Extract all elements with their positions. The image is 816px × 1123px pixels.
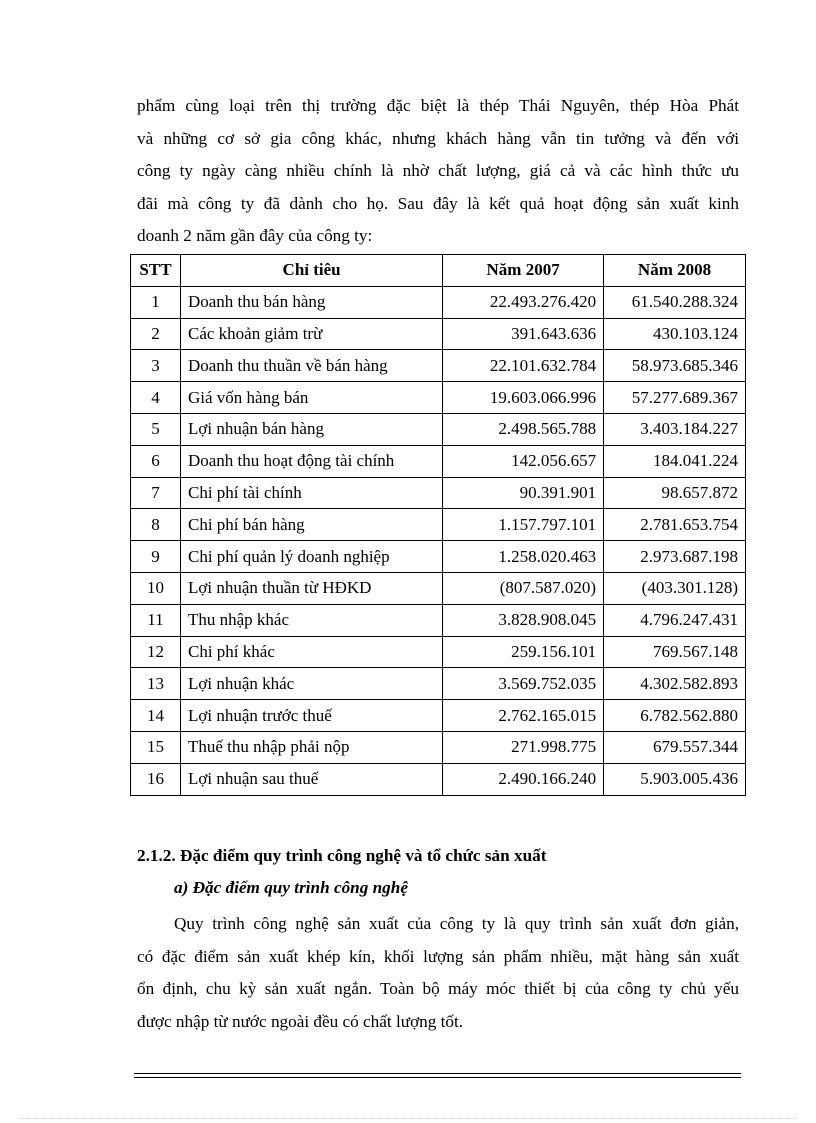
header-year-2007: Năm 2007 <box>443 255 604 287</box>
row-value-2008: (403.301.128) <box>604 572 746 604</box>
intro-line: công ty ngày càng nhiều chính là nhờ chất lượng, giá cả và các hình thức ưu <box>137 161 739 181</box>
row-value-2007: 259.156.101 <box>443 636 604 668</box>
row-value-2007: 90.391.901 <box>443 477 604 509</box>
row-value-2007: 1.157.797.101 <box>443 509 604 541</box>
row-indicator: Chi phí bán hàng <box>180 509 442 541</box>
row-stt: 14 <box>131 700 181 732</box>
row-indicator: Lợi nhuận sau thuế <box>180 763 442 795</box>
row-value-2008: 3.403.184.227 <box>604 413 746 445</box>
header-year-2008: Năm 2008 <box>604 255 746 287</box>
table-row <box>131 604 746 636</box>
row-indicator: Chi phí khác <box>180 636 442 668</box>
row-value-2008: 2.973.687.198 <box>604 541 746 573</box>
table-row <box>131 700 746 732</box>
row-indicator: Doanh thu thuần về bán hàng <box>180 350 442 382</box>
row-stt: 1 <box>131 286 181 318</box>
row-value-2007: 2.762.165.015 <box>443 700 604 732</box>
row-stt: 5 <box>131 413 181 445</box>
row-value-2008: 4.796.247.431 <box>604 604 746 636</box>
body-line: có đặc điểm sản xuất khép kín, khối lượng sản phẩm nhiều, mặt hàng sản xuất <box>137 946 739 966</box>
row-value-2008: 58.973.685.346 <box>604 350 746 382</box>
row-stt: 6 <box>131 445 181 477</box>
intro-paragraph <box>137 90 739 253</box>
row-value-2007: 3.828.908.045 <box>443 604 604 636</box>
row-value-2008: 4.302.582.893 <box>604 668 746 700</box>
business-results-table <box>130 254 746 796</box>
footer-double-rule <box>134 1073 741 1078</box>
row-value-2008: 57.277.689.367 <box>604 382 746 414</box>
table-row <box>131 731 746 763</box>
subsection-title: a) Đặc điểm quy trình công nghệ <box>174 878 408 897</box>
row-value-2008: 430.103.124 <box>604 318 746 350</box>
row-value-2008: 184.041.224 <box>604 445 746 477</box>
row-stt: 13 <box>131 668 181 700</box>
row-value-2008: 98.657.872 <box>604 477 746 509</box>
row-value-2007: 3.569.752.035 <box>443 668 604 700</box>
row-indicator: Giá vốn hàng bán <box>180 382 442 414</box>
row-stt: 4 <box>131 382 181 414</box>
body-line: được nhập từ nước ngoài đều có chất lượng tốt. <box>137 1011 464 1031</box>
row-value-2007: 391.643.636 <box>443 318 604 350</box>
row-stt: 16 <box>131 763 181 795</box>
row-value-2007: 1.258.020.463 <box>443 541 604 573</box>
row-value-2007: 142.056.657 <box>443 445 604 477</box>
header-stt: STT <box>131 255 181 287</box>
page-edge-divider <box>20 1118 796 1119</box>
table-row <box>131 445 746 477</box>
row-value-2008: 6.782.562.880 <box>604 700 746 732</box>
table-row <box>131 350 746 382</box>
table-row <box>131 413 746 445</box>
row-indicator: Doanh thu hoạt động tài chính <box>180 445 442 477</box>
row-indicator: Lợi nhuận khác <box>180 668 442 700</box>
table-header-row <box>131 255 746 287</box>
table-row <box>131 763 746 795</box>
row-value-2007: 22.493.276.420 <box>443 286 604 318</box>
row-indicator: Doanh thu bán hàng <box>180 286 442 318</box>
row-stt: 2 <box>131 318 181 350</box>
row-value-2008: 61.540.288.324 <box>604 286 746 318</box>
row-indicator: Thuế thu nhập phải nộp <box>180 731 442 763</box>
row-value-2007: 19.603.066.996 <box>443 382 604 414</box>
intro-line: doanh 2 năm gần đây của công ty: <box>137 226 373 246</box>
row-value-2007: 271.998.775 <box>443 731 604 763</box>
row-value-2008: 679.557.344 <box>604 731 746 763</box>
body-line: ổn định, chu kỳ sản xuất ngắn. Toàn bộ máy móc thiết bị của công ty chủ yếu <box>137 979 739 999</box>
row-indicator: Lợi nhuận trước thuế <box>180 700 442 732</box>
row-value-2007: 2.498.565.788 <box>443 413 604 445</box>
row-stt: 8 <box>131 509 181 541</box>
table-body <box>131 286 746 795</box>
row-indicator: Lợi nhuận thuần từ HĐKD <box>180 572 442 604</box>
row-indicator: Thu nhập khác <box>180 604 442 636</box>
table-row <box>131 509 746 541</box>
row-stt: 15 <box>131 731 181 763</box>
row-stt: 7 <box>131 477 181 509</box>
row-indicator: Các khoản giảm trừ <box>180 318 442 350</box>
row-stt: 12 <box>131 636 181 668</box>
body-paragraph <box>137 908 739 1038</box>
intro-line: phẩm cùng loại trên thị trường đặc biệt là thép Thái Nguyên, thép Hòa Phát <box>137 96 739 115</box>
row-value-2007: 22.101.632.784 <box>443 350 604 382</box>
body-line: Quy trình công nghệ sản xuất của công ty là quy trình sản xuất đơn giản, <box>174 914 739 933</box>
table-row <box>131 541 746 573</box>
row-value-2008: 2.781.653.754 <box>604 509 746 541</box>
row-value-2007: 2.490.166.240 <box>443 763 604 795</box>
row-stt: 11 <box>131 604 181 636</box>
row-indicator: Chi phí quản lý doanh nghiệp <box>180 541 442 573</box>
table-row <box>131 636 746 668</box>
table-row <box>131 668 746 700</box>
intro-line: và những cơ sở gia công khác, nhưng khách hàng vẫn tin tưởng và đến với <box>137 128 739 148</box>
row-value-2008: 5.903.005.436 <box>604 763 746 795</box>
row-value-2007: (807.587.020) <box>443 572 604 604</box>
intro-line: đãi mà công ty đã dành cho họ. Sau đây là kết quả hoạt động sản xuất kinh <box>137 193 739 213</box>
table-row <box>131 286 746 318</box>
row-indicator: Chi phí tài chính <box>180 477 442 509</box>
row-stt: 9 <box>131 541 181 573</box>
row-stt: 3 <box>131 350 181 382</box>
table-row <box>131 572 746 604</box>
header-indicator: Chỉ tiêu <box>180 255 442 287</box>
table-row <box>131 382 746 414</box>
row-value-2008: 769.567.148 <box>604 636 746 668</box>
row-stt: 10 <box>131 572 181 604</box>
section-title: 2.1.2. Đặc điểm quy trình công nghệ và tổ chức sản xuất <box>137 846 547 865</box>
table-row <box>131 318 746 350</box>
row-indicator: Lợi nhuận bán hàng <box>180 413 442 445</box>
table-row <box>131 477 746 509</box>
